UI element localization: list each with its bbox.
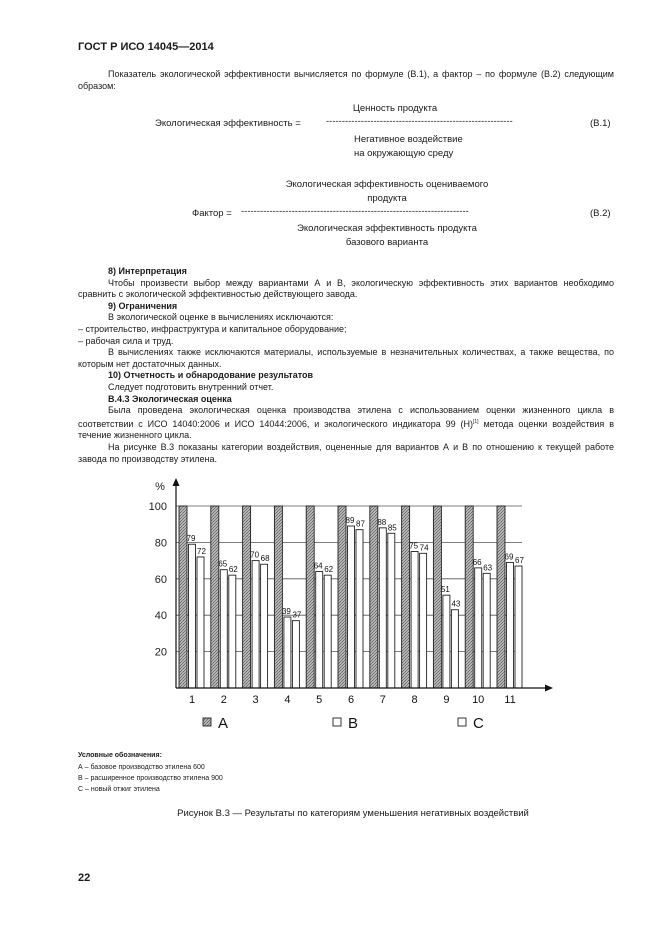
x-tick-label-11: 11 [504, 694, 516, 706]
data-label-C-8: 74 [419, 543, 429, 553]
x-tick-label-8: 8 [411, 694, 418, 706]
section-b43-text-a: Была проведена экологическая оценка производства этилена с использованием оценки жизненного цикла в соответствии с ИСО 14040:2006 и ИСО 14044:2006, и экологического индикатора 99 (Н) [78, 405, 614, 429]
body-sections [78, 266, 614, 465]
bar-A-7 [370, 506, 378, 688]
formula2-numerator-line1: Экологическая эффективность оцениваемого [285, 179, 489, 190]
bar-C-6 [356, 530, 363, 688]
bar-A-3 [243, 506, 251, 688]
bar-B-8 [411, 552, 418, 689]
legend-label-C: C [473, 715, 484, 732]
legend-label-B: B [348, 715, 359, 732]
formula2-lhs: Фактор = [192, 208, 232, 219]
x-axis-arrow [545, 685, 553, 692]
bar-C-8 [420, 553, 427, 688]
x-tick-label-5: 5 [316, 694, 323, 706]
legend-note-a: А – базовое производство этилена 600 [78, 764, 205, 771]
figure-caption: Рисунок В.3 — Результаты по категориям уменьшения негативных воздействий [177, 808, 529, 819]
legend-swatch-A [203, 718, 211, 726]
formula2-denominator-line2: базового варианта [345, 237, 429, 248]
data-label-C-4: 37 [292, 610, 302, 620]
data-label-B-3: 70 [250, 550, 260, 560]
x-tick-label-10: 10 [472, 694, 485, 706]
section-b43-title: В.4.3 Экологическая оценка [108, 393, 232, 404]
legend-notes-title: Условные обозначения: [78, 752, 162, 759]
section-9-item-1: – строительство, инфраструктура и капитальное оборудование; [78, 323, 347, 334]
formula1-lhs: Экологическая эффективность = [155, 118, 301, 129]
legend-note-b: В – расширенное производство этилена 900 [78, 775, 223, 782]
data-label-C-10: 63 [483, 563, 493, 573]
section-9-title: 9) Ограничения [108, 300, 178, 311]
bar-C-10 [483, 573, 490, 688]
bar-B-9 [443, 595, 450, 688]
y-tick-label-20: 20 [154, 646, 167, 659]
bar-A-4 [274, 506, 282, 688]
section-b43-text [78, 405, 614, 442]
data-label-B-2: 65 [218, 559, 228, 569]
formula1-numerator: Ценность продукта [352, 103, 438, 114]
section-9-item-2: – рабочая сила и труд. [78, 335, 174, 346]
bar-B-2 [220, 570, 227, 688]
page-number: 22 [78, 872, 91, 884]
data-label-B-4: 39 [281, 607, 291, 617]
data-label-C-6: 87 [356, 519, 365, 529]
x-tick-label-4: 4 [284, 694, 291, 706]
data-label-C-1: 72 [197, 546, 206, 556]
bar-B-3 [252, 561, 259, 688]
x-tick-label-7: 7 [379, 694, 386, 706]
bar-B-7 [379, 528, 386, 688]
bar-C-9 [451, 610, 458, 688]
y-tick-label-100: 100 [148, 501, 167, 513]
data-label-C-5: 62 [324, 565, 334, 575]
legend-swatch-C [458, 718, 466, 726]
bar-A-5 [306, 506, 314, 688]
section-9-lead: В экологической оценке в вычислениях исключаются: [108, 312, 334, 323]
data-label-B-1: 79 [186, 534, 196, 544]
x-tick-label-1: 1 [188, 694, 196, 706]
data-label-B-11: 69 [504, 552, 514, 562]
formula1-fraction-line: ----------------------------------------------------------- [326, 116, 513, 127]
section-b43-text-b: метода оценки воздействия в течение жизненного цикла. [78, 418, 614, 441]
chart-bars [179, 506, 522, 688]
data-label-B-9: 51 [440, 585, 450, 595]
legend-swatch-B [333, 718, 341, 726]
data-label-C-2: 62 [228, 565, 238, 575]
legend-label-A: A [218, 715, 229, 732]
formula2-denominator-line1: Экологическая эффективность продукта [297, 223, 477, 234]
bar-A-10 [465, 506, 473, 688]
document-header: ГОСТ Р ИСО 14045—2014 [78, 41, 214, 53]
y-tick-label-60: 60 [154, 573, 167, 586]
bar-C-11 [515, 566, 522, 688]
formula1-denominator-line2: на окружающую среду [354, 148, 454, 159]
data-label-C-7: 85 [387, 523, 397, 533]
bar-B-1 [189, 544, 196, 688]
section-10-title: 10) Отчетность и обнародование результатов [108, 370, 314, 381]
bar-B-10 [475, 568, 482, 688]
bar-A-9 [433, 506, 441, 688]
bar-C-5 [324, 575, 331, 688]
bar-C-2 [229, 575, 236, 688]
formula2-number: (В.2) [590, 208, 611, 219]
legend-note-c: С – новый отжиг этилена [78, 786, 160, 793]
x-tick-label-3: 3 [252, 694, 259, 706]
section-8-title: 8) Интерпретация [108, 266, 187, 276]
bar-B-5 [316, 572, 323, 688]
bar-A-2 [211, 506, 219, 688]
bar-chart [0, 470, 661, 770]
formula2-fraction-line: ------------------------------------------------------------------------ [241, 206, 469, 217]
reference-superscript: [1] [473, 418, 479, 425]
data-label-B-10: 66 [472, 557, 482, 567]
section-9-text2: В вычислениях также исключаются материалы, используемые в незначительных количествах, а также вещества, по которым нет достаточных данных. [78, 347, 614, 369]
bar-C-4 [292, 621, 299, 688]
bar-A-6 [338, 506, 346, 688]
y-tick-label-40: 40 [154, 610, 167, 623]
data-label-B-5: 64 [313, 561, 323, 571]
intro-paragraph: Показатель экологической эффективности вычисляется по формуле (В.1), а фактор – по формуле (В.2) следующим образом: [78, 69, 614, 91]
bar-C-3 [261, 564, 268, 688]
section-10-text: Следует подготовить внутренний отчет. [108, 381, 274, 392]
x-tick-label-6: 6 [347, 694, 355, 706]
formula2-numerator-line2: продукта [367, 193, 407, 204]
y-axis-arrow [173, 478, 180, 486]
data-label-C-9: 43 [451, 599, 461, 609]
bar-B-4 [284, 617, 291, 688]
data-label-C-11: 67 [515, 556, 524, 566]
x-tick-label-9: 9 [443, 694, 450, 706]
chart-data-labels [187, 516, 525, 620]
figure-reference-text: На рисунке В.3 показаны категории воздействия, оцененные для вариантов А и В по отношению к текущей работе завода по производству этилена. [78, 441, 614, 464]
data-label-B-8: 75 [409, 541, 419, 551]
section-8-text: Чтобы произвести выбор между вариантами А и В, экологическую эффективность этих вариантов необходимо сравнить с экологической эффективностью действующего завода. [78, 277, 614, 300]
y-axis-label: % [155, 481, 165, 493]
bar-C-1 [197, 557, 204, 688]
x-tick-label-2: 2 [220, 694, 227, 706]
bar-A-8 [402, 506, 410, 688]
y-tick-label-80: 80 [154, 537, 167, 550]
bar-B-11 [507, 562, 514, 688]
bar-C-7 [388, 533, 395, 688]
formula1-denominator-line1: Негативное воздействие [354, 134, 463, 145]
data-label-C-3: 68 [260, 554, 270, 564]
bar-B-6 [348, 526, 355, 688]
formula1-number: (В.1) [590, 118, 611, 129]
chart-legend [203, 715, 484, 732]
data-label-B-7: 88 [377, 517, 387, 527]
data-label-B-6: 89 [345, 516, 355, 526]
bar-A-11 [497, 506, 505, 688]
